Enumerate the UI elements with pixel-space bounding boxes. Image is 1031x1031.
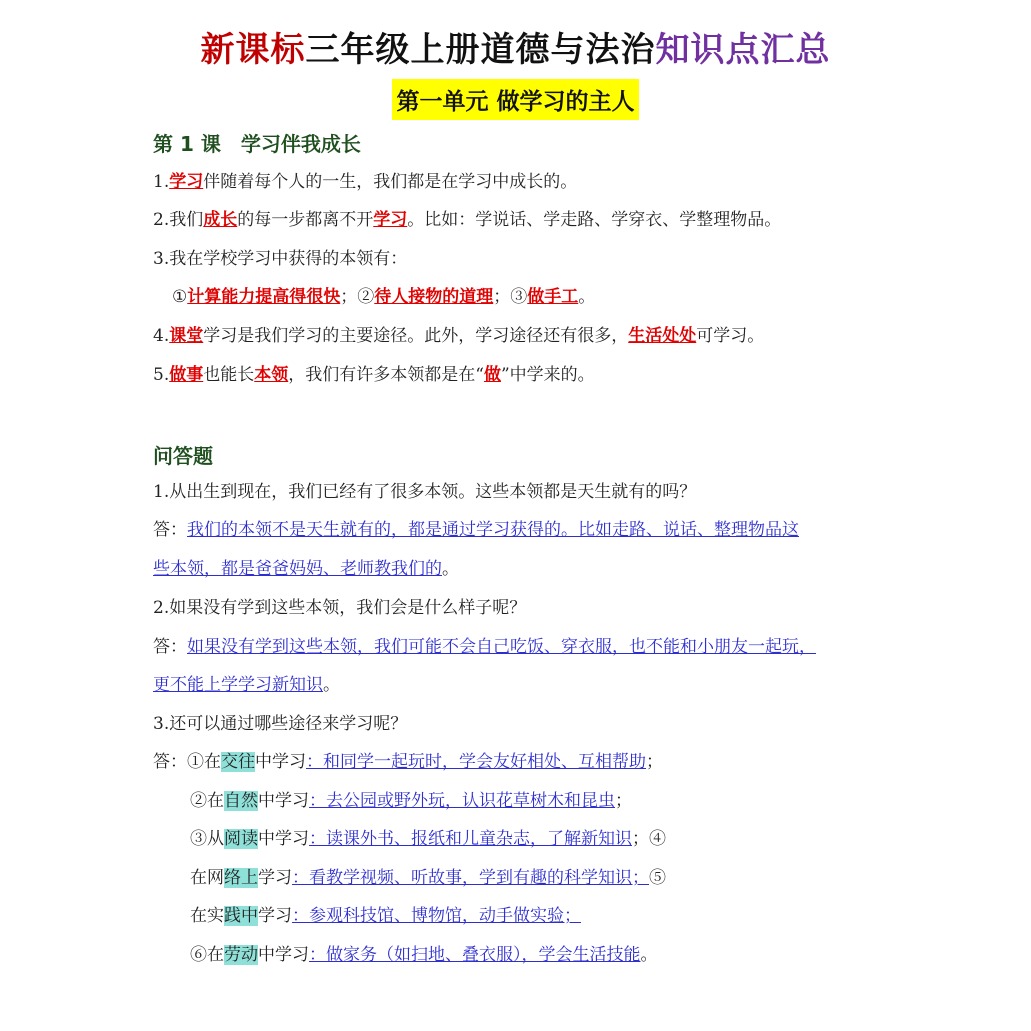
answer-text: ：和同学一起玩时，学会友好相处、互相帮助 [306,752,646,772]
qa-heading: 问答题 [153,444,213,468]
answer-3-item-2 [190,790,632,812]
keyword-red: 做 [483,365,501,385]
text-span: 学习是我们学习的主要途径。此外，学习途径还有很多， [203,326,629,346]
text-span: 。 [442,559,459,579]
answer-text: 更不能上学学习新知识 [153,675,323,695]
text-span: 。 [578,287,596,307]
question-3: 3.还可以通过哪些途径来学习呢？ [153,714,408,734]
text-span: ③从 [190,829,224,849]
text-span: ； [646,752,663,772]
keyword-red: 做事 [169,365,204,385]
lesson-point-2 [153,209,781,231]
lesson-point-4 [153,325,764,347]
text-span: 。比如：学说话、学走路、学穿衣、学整理物品。 [407,210,782,230]
keyword-red: 学习 [169,172,204,192]
text-span: ；④ [632,829,666,849]
keyword-red: 待人接物的道理 [374,287,494,307]
text-span: 中学习 [258,829,309,849]
answer-3-item-5 [190,905,581,927]
answer-text: 如果没有学到这些本领，我们可能不会自己吃饭、穿衣服，也不能和小朋友一起玩， [187,637,816,657]
text-span: 中学习 [255,752,306,772]
keyword-red: 做手工 [527,287,579,307]
highlight-keyword: 络上 [224,868,258,888]
answer-2-line-1 [153,636,816,658]
text-span: ⑤ [649,868,666,888]
text-span: ，我们有许多本领都是在“ [288,365,484,385]
text-span: 在实 [190,906,224,926]
text-span: 1. [153,172,170,192]
keyword-red: 生活处处 [628,326,697,346]
answer-1-line-2 [153,558,459,580]
answer-2-line-2 [153,674,340,696]
title-part-summary: 知识点汇总 [655,30,831,70]
unit-title: 第一单元 做学习的主人 [392,79,638,120]
text-span: 的每一步都离不开 [237,210,374,230]
title-part-new-standard: 新课标 [200,30,306,70]
answer-text: ：参观科技馆、博物馆，动手做实验； [292,906,581,926]
text-span: 5. [153,365,170,385]
text-span: ①在 [187,752,221,772]
title-part-subject: 三年级上册道德与法治 [305,30,656,70]
answer-3-item-4 [190,867,666,889]
text-span: 学习 [258,868,292,888]
text-span: 中学习 [258,945,309,965]
highlight-keyword: 阅读 [224,829,258,849]
answer-label: 答： [153,520,187,540]
text-span: 。 [640,945,658,965]
text-span: 2.我们 [153,210,204,230]
text-span: 也能长 [203,365,255,385]
answer-text: ：去公园或野外玩，认识花草树木和昆虫 [309,791,615,811]
question-2: 2.如果没有学到这些本领，我们会是什么样子呢？ [153,598,527,618]
text-span: ① [172,287,188,307]
text-span: 伴随着每个人的一生，我们都是在学习中成长的。 [203,172,578,192]
keyword-red: 成长 [203,210,238,230]
answer-text: 我们的本领不是天生就有的，都是通过学习获得的。比如走路、说话、整理物品这 [187,520,799,540]
text-span: 。 [323,675,340,695]
highlight-keyword: 践中 [224,906,258,926]
highlight-keyword: 劳动 [224,945,258,965]
answer-3-item-1 [153,751,663,773]
text-span: ⑥在 [190,945,224,965]
keyword-red: 计算能力提高得很快 [187,287,341,307]
document-title [0,22,1031,71]
answer-text: ：读课外书、报纸和儿童杂志，了解新知识 [309,829,632,849]
answer-text: ：做家务（如扫地、叠衣服），学会生活技能 [309,945,641,965]
text-span: 在网 [190,868,224,888]
lesson-point-3: 3.我在学校学习中获得的本领有： [153,249,408,269]
keyword-red: 课堂 [169,326,204,346]
text-span: ；② [340,287,375,307]
answer-text: ：看教学视频、听故事，学到有趣的科学知识； [292,868,649,888]
answer-3-item-6 [190,944,658,966]
text-span: ②在 [190,791,224,811]
lesson-point-1 [153,171,577,193]
text-span: 4. [153,326,170,346]
lesson-point-3-skills [172,286,595,308]
text-span: 学习 [258,906,292,926]
lesson-heading: 第 1 课 学习伴我成长 [153,132,361,156]
keyword-red: 学习 [373,210,408,230]
lesson-point-5 [153,364,595,386]
text-span: ”中学来的。 [500,365,595,385]
keyword-red: 本领 [254,365,289,385]
question-1: 1.从出生到现在，我们已经有了很多本领。这些本领都是天生就有的吗？ [153,482,697,502]
answer-text: 些本领，都是爸爸妈妈、老师教我们的 [153,559,442,579]
highlight-keyword: 交往 [221,752,255,772]
answer-1-line-1 [153,519,799,541]
answer-label: 答： [153,752,187,772]
highlight-keyword: 自然 [224,791,258,811]
text-span: ；③ [493,287,528,307]
answer-3-item-3 [190,828,666,850]
answer-label: 答： [153,637,187,657]
text-span: 可学习。 [696,326,765,346]
text-span: 中学习 [258,791,309,811]
text-span: ； [615,791,632,811]
unit-title-wrap [0,79,1031,120]
